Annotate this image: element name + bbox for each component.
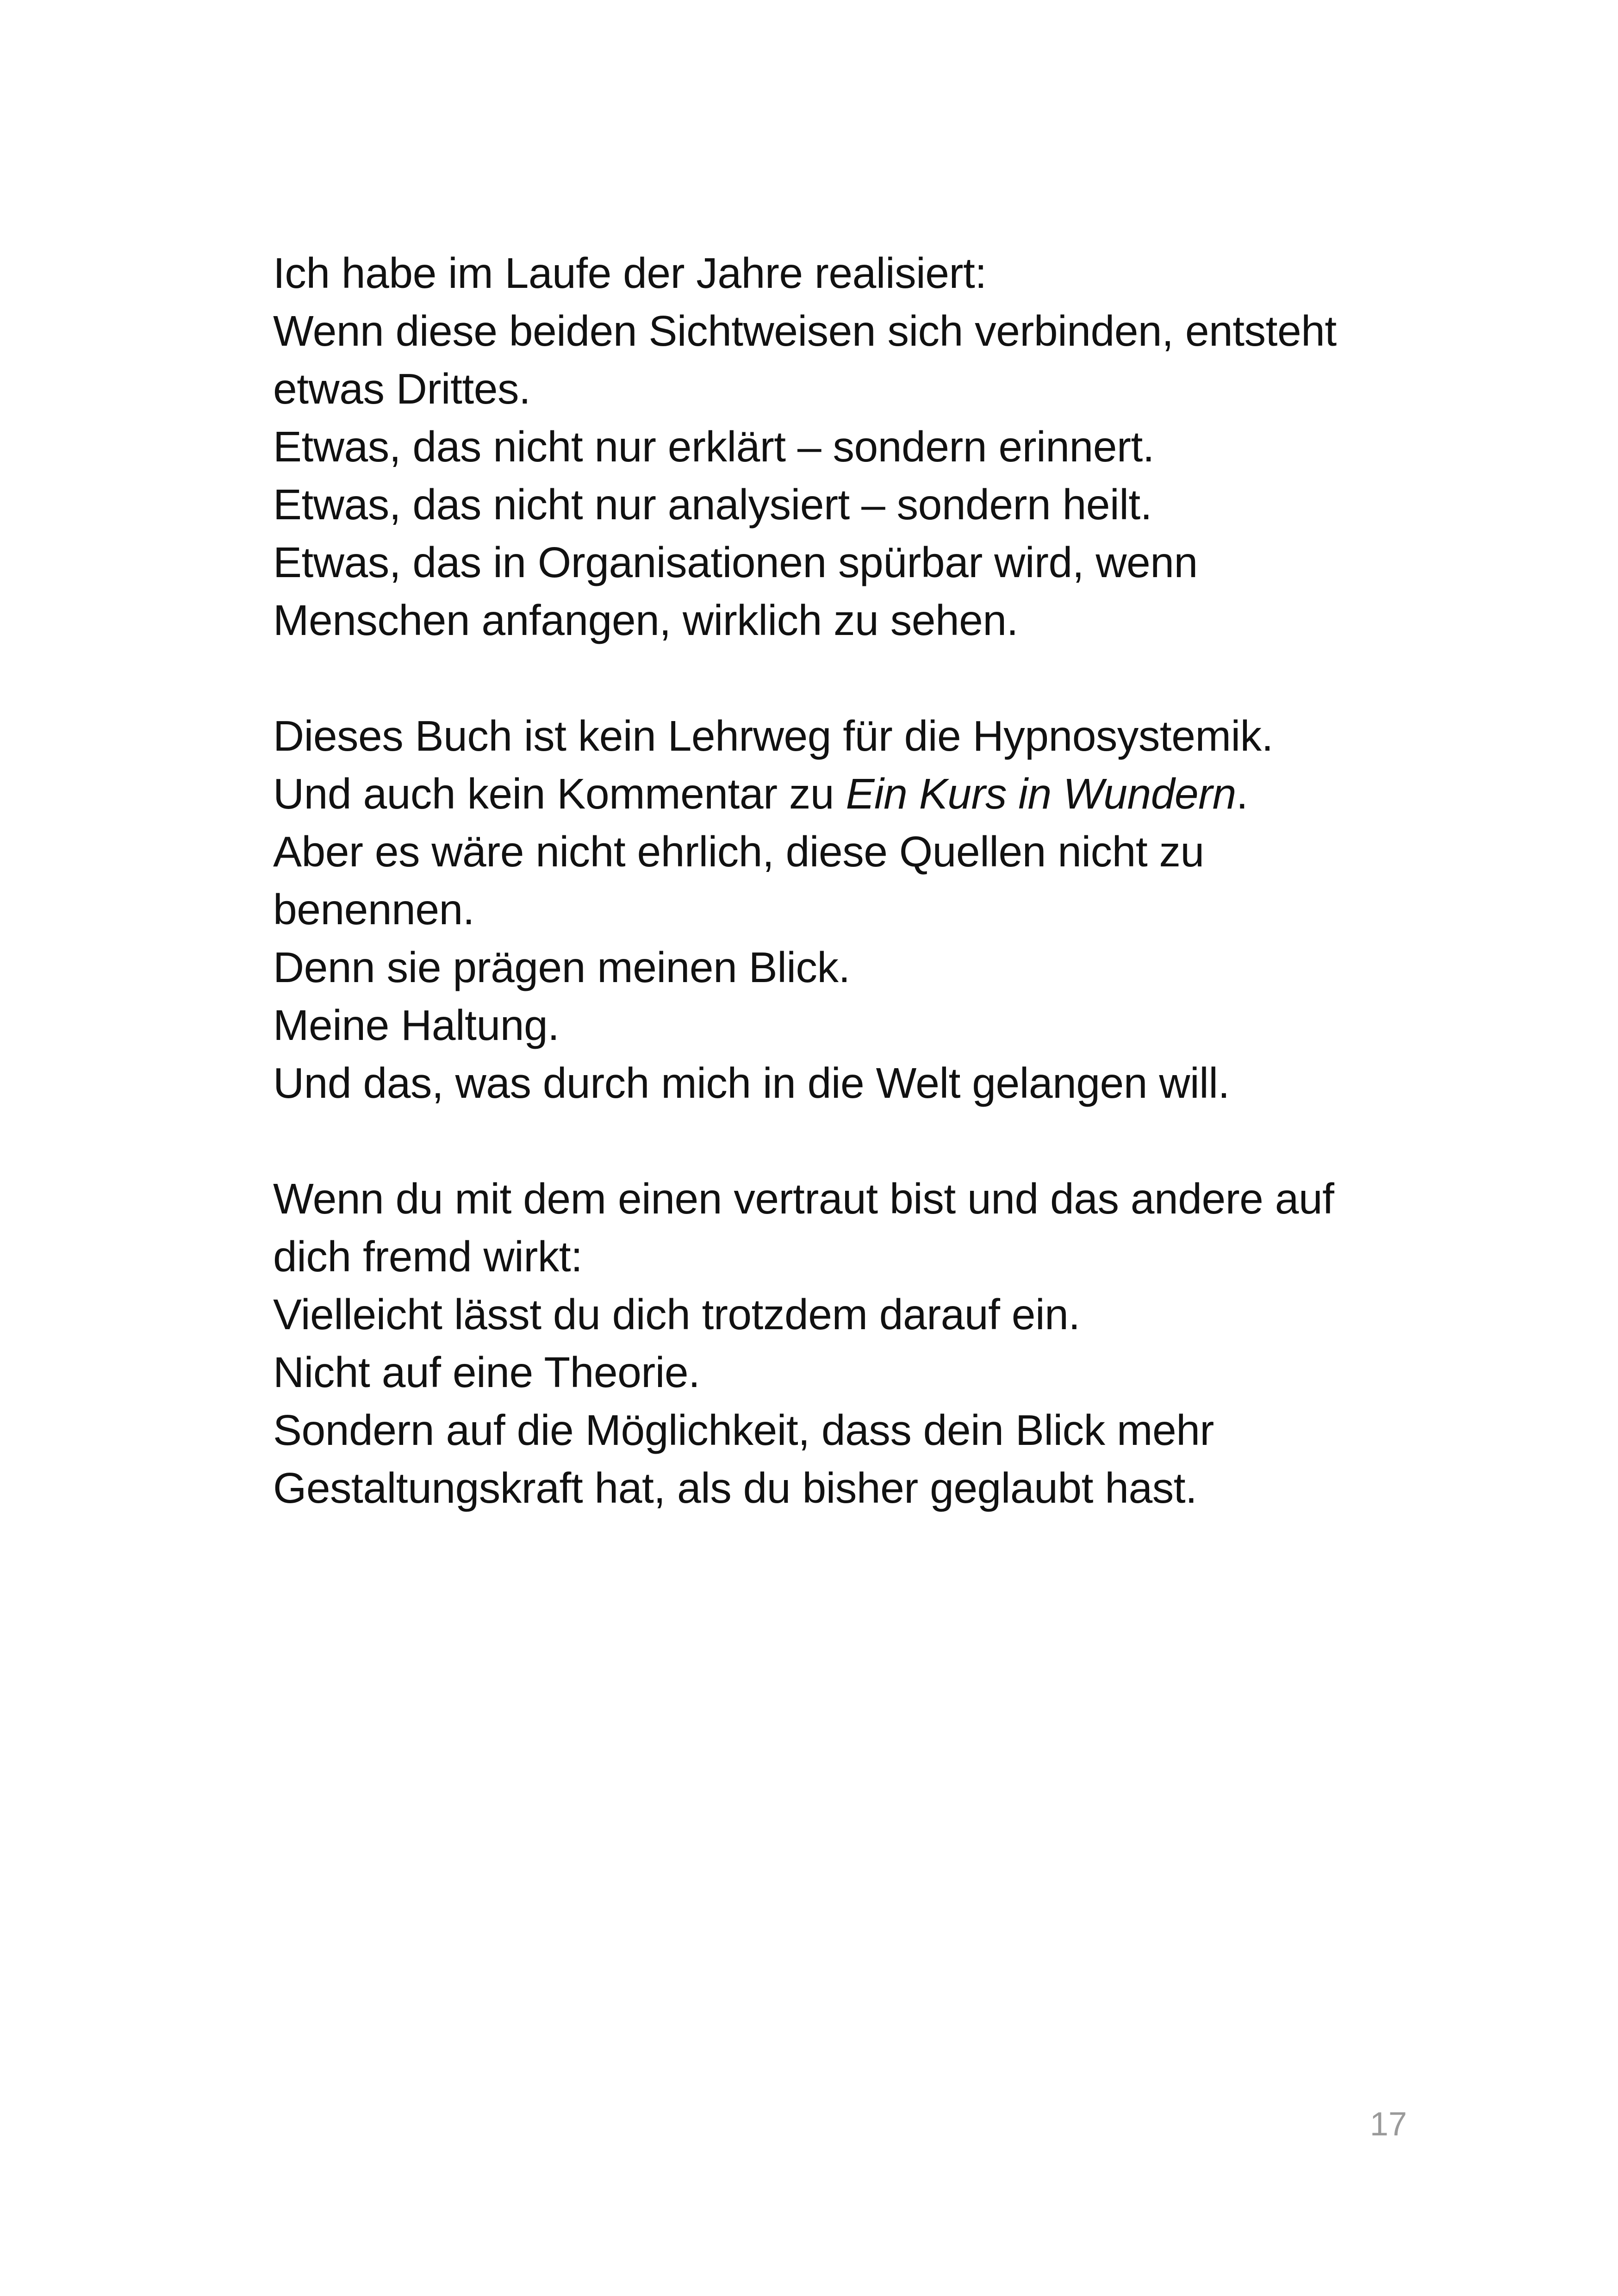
text-line: Wenn diese beiden Sichtweisen sich verbinden, entsteht: [273, 307, 1337, 355]
text-line: Vielleicht lässt du dich trotzdem darauf ein.: [273, 1290, 1080, 1338]
text-line: Meine Haltung.: [273, 1001, 560, 1049]
text-line: Und das, was durch mich in die Welt gelangen will.: [273, 1059, 1230, 1107]
text-line: benennen.: [273, 885, 475, 933]
text-line: Aber es wäre nicht ehrlich, diese Quellen nicht zu: [273, 828, 1204, 876]
text-line: Etwas, das in Organisationen spürbar wird, wenn: [273, 538, 1198, 586]
text-line: Gestaltungskraft hat, als du bisher geglaubt hast.: [273, 1464, 1197, 1512]
body-text: [273, 244, 1430, 1575]
text-line: etwas Drittes.: [273, 365, 531, 413]
text-line: Wenn du mit dem einen vertraut bist und das andere auf: [273, 1175, 1334, 1223]
text-line: Nicht auf eine Theorie.: [273, 1348, 700, 1396]
text-line: Etwas, das nicht nur analysiert – sondern heilt.: [273, 480, 1152, 529]
text-line: Dieses Buch ist kein Lehrweg für die Hypnosystemik.: [273, 712, 1273, 760]
paragraph-3: [273, 1170, 1430, 1517]
text-line: Sondern auf die Möglichkeit, dass dein Blick mehr: [273, 1406, 1214, 1454]
text-line: Menschen anfangen, wirklich zu sehen.: [273, 596, 1018, 644]
text-line: dich fremd wirkt:: [273, 1232, 583, 1281]
text-segment: .: [1236, 770, 1248, 818]
text-line: Ich habe im Laufe der Jahre realisiert:: [273, 249, 987, 297]
text-segment: Und auch kein Kommentar zu: [273, 770, 846, 818]
book-title: Ein Kurs in Wundern: [846, 770, 1236, 818]
text-line-with-title: [273, 765, 1430, 823]
paragraph-1: [273, 244, 1430, 649]
paragraph-2: [273, 707, 1430, 1112]
text-line: Etwas, das nicht nur erklärt – sondern erinnert.: [273, 423, 1155, 471]
text-line: Denn sie prägen meinen Blick.: [273, 943, 850, 991]
page-number: 17: [1369, 2106, 1407, 2143]
